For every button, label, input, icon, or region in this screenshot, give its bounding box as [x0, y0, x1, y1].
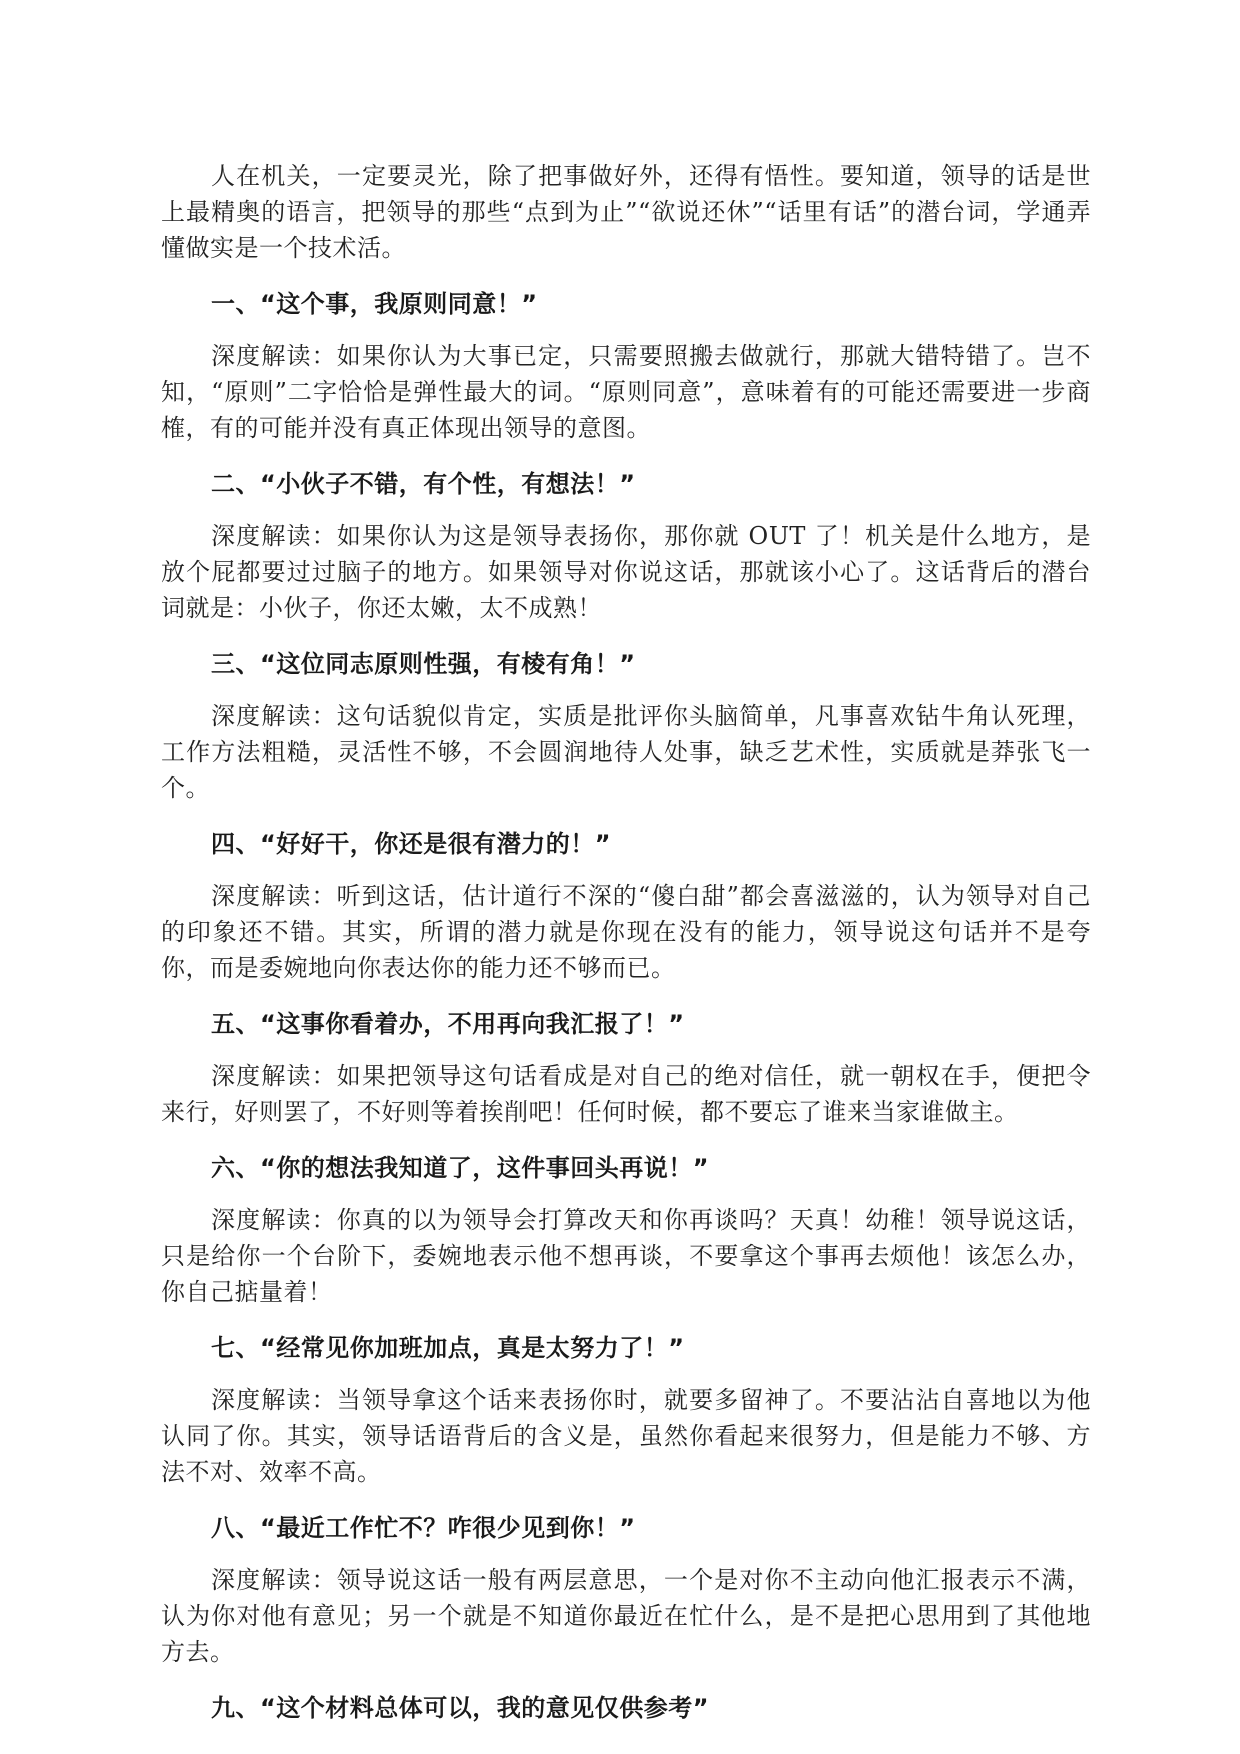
- section-1: [161, 286, 1091, 446]
- section-heading: 二、“小伙子不错，有个性，有想法！”: [211, 470, 636, 498]
- section-6: [161, 1150, 1091, 1310]
- section-heading: 六、“你的想法我知道了，这件事回头再说！”: [211, 1154, 710, 1182]
- section-explanation: 深度解读：当领导拿这个话来表扬你时，就要多留神了。不要沾沾自喜地以为他认同了你。其实，领导话语背后的含义是，虽然你看起来很努力，但是能力不够、方法不对、效率不高。: [161, 1386, 1091, 1486]
- section-2: [161, 466, 1091, 626]
- section-8: [161, 1510, 1091, 1670]
- section-heading: 四、“好好干，你还是很有潜力的！”: [211, 830, 612, 858]
- section-explanation: 深度解读：如果把领导这句话看成是对自己的绝对信任，就一朝权在手，便把令来行，好则罢了，不好则等着挨削吧！任何时候，都不要忘了谁来当家谁做主。: [161, 1062, 1091, 1126]
- section-explanation: 深度解读：你真的以为领导会打算改天和你再谈吗？天真！幼稚！领导说这话，只是给你一个台阶下，委婉地表示他不想再谈，不要拿这个事再去烦他！该怎么办，你自己掂量着！: [161, 1206, 1091, 1306]
- section-heading: 一、“这个事，我原则同意！”: [211, 290, 538, 318]
- intro-paragraph: 人在机关，一定要灵光，除了把事做好外，还得有悟性。要知道，领导的话是世上最精奥的语言，把领导的那些“点到为止”“欲说还休”“话里有话”的潜台词，学通弄懂做实是一个技术活。: [161, 162, 1091, 262]
- section-7: [161, 1330, 1091, 1490]
- section-heading: 八、“最近工作忙不？咋很少见到你！”: [211, 1514, 636, 1542]
- section-heading: 七、“经常见你加班加点，真是太努力了！”: [211, 1334, 685, 1362]
- section-explanation: 深度解读：听到这话，估计道行不深的“傻白甜”都会喜滋滋的，认为领导对自己的印象还不错。其实，所谓的潜力就是你现在没有的能力，领导说这句话并不是夸你，而是委婉地向你表达你的能力还不够而已。: [161, 882, 1091, 982]
- section-heading: 五、“这事你看着办，不用再向我汇报了！”: [211, 1010, 685, 1038]
- section-9: [161, 1690, 1091, 1726]
- section-heading: 三、“这位同志原则性强，有棱有角！”: [211, 650, 636, 678]
- section-explanation: 深度解读：如果你认为这是领导表扬你，那你就 OUT 了！机关是什么地方，是放个屁都要过过脑子的地方。如果领导对你说这话，那就该小心了。这话背后的潜台词就是：小伙子，你还太嫩，太不成熟！: [161, 522, 1091, 622]
- section-heading: 九、“这个材料总体可以，我的意见仅供参考”: [211, 1694, 710, 1722]
- document-body: [161, 158, 1091, 1726]
- section-5: [161, 1006, 1091, 1130]
- section-explanation: 深度解读：领导说这话一般有两层意思，一个是对你不主动向他汇报表示不满，认为你对他有意见；另一个就是不知道你最近在忙什么，是不是把心思用到了其他地方去。: [161, 1566, 1091, 1666]
- section-explanation: 深度解读：如果你认为大事已定，只需要照搬去做就行，那就大错特错了。岂不知，“原则”二字恰恰是弹性最大的词。“原则同意”，意味着有的可能还需要进一步商榷，有的可能并没有真正体现出领导的意图。: [161, 342, 1091, 442]
- section-3: [161, 646, 1091, 806]
- section-4: [161, 826, 1091, 986]
- section-explanation: 深度解读：这句话貌似肯定，实质是批评你头脑简单，凡事喜欢钻牛角认死理，工作方法粗糙，灵活性不够，不会圆润地待人处事，缺乏艺术性，实质就是莽张飞一个。: [161, 702, 1091, 802]
